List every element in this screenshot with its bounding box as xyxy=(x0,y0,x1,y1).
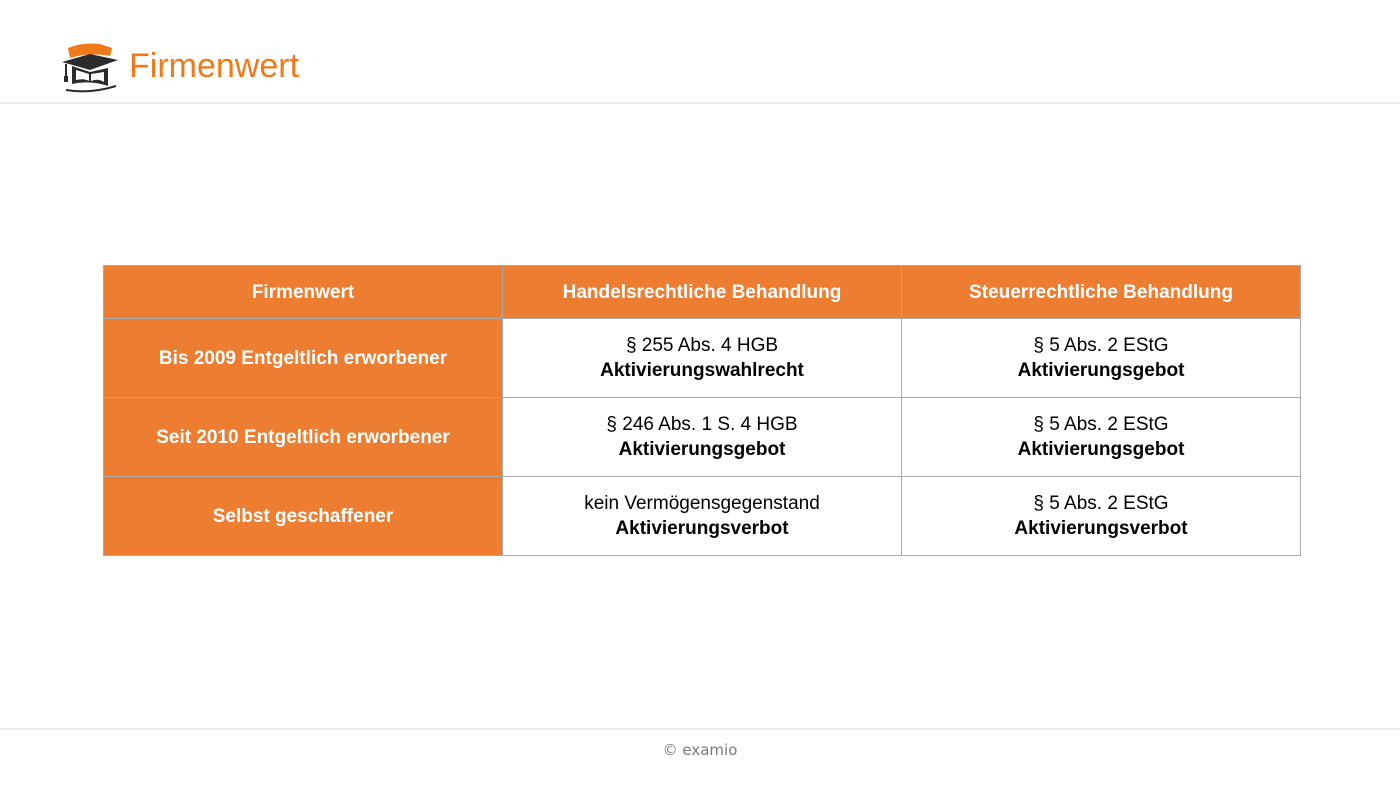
table-cell-steuer xyxy=(902,398,1301,477)
law-reference: § 255 Abs. 4 HGB xyxy=(625,335,779,356)
column-header: Firmenwert xyxy=(104,266,503,319)
column-header: Steuerrechtliche Behandlung xyxy=(902,266,1301,319)
accounting-rule: Aktivierungswahlrecht xyxy=(600,360,804,381)
accounting-rule: Aktivierungsgebot xyxy=(1017,360,1185,381)
table-cell-handels xyxy=(503,477,902,556)
law-reference: § 5 Abs. 2 EStG xyxy=(1033,335,1169,356)
copyright-text: © examio xyxy=(662,741,738,759)
accounting-rule: Aktivierungsverbot xyxy=(615,518,789,539)
accounting-rule: Aktivierungsverbot xyxy=(1014,518,1188,539)
page-title: Firmenwert xyxy=(129,47,300,85)
row-label: Bis 2009 Entgeltlich erworbener xyxy=(104,319,503,398)
graduation-cap-book-icon xyxy=(60,40,120,94)
table-cell-handels xyxy=(503,398,902,477)
law-reference: § 5 Abs. 2 EStG xyxy=(1033,493,1169,514)
row-label: Seit 2010 Entgeltlich erworbener xyxy=(104,398,503,477)
accounting-rule: Aktivierungsgebot xyxy=(1017,439,1185,460)
table-row xyxy=(104,477,1301,556)
table-header-row xyxy=(104,266,1301,319)
firmenwert-table xyxy=(103,265,1301,556)
table-row xyxy=(104,398,1301,477)
footer-divider xyxy=(0,728,1400,730)
header-divider xyxy=(0,102,1400,104)
row-label: Selbst geschaffener xyxy=(104,477,503,556)
header xyxy=(0,0,1400,104)
law-reference: § 246 Abs. 1 S. 4 HGB xyxy=(606,414,798,435)
table-cell-steuer xyxy=(902,477,1301,556)
table-row xyxy=(104,319,1301,398)
table-cell-steuer xyxy=(902,319,1301,398)
law-reference: kein Vermögensgegenstand xyxy=(584,493,820,514)
column-header: Handelsrechtliche Behandlung xyxy=(503,266,902,319)
accounting-rule: Aktivierungsgebot xyxy=(618,439,786,460)
law-reference: § 5 Abs. 2 EStG xyxy=(1033,414,1169,435)
table-cell-handels xyxy=(503,319,902,398)
